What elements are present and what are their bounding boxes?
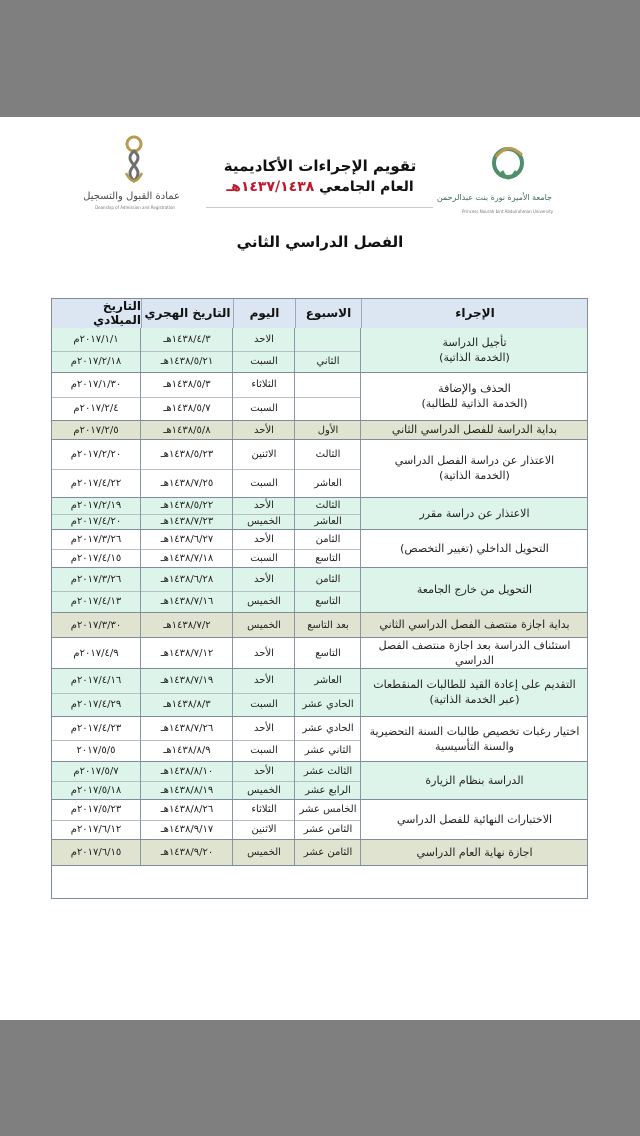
hijri-cell: ١٤٣٨/٤/٣هـ [163,333,211,345]
hijri-cell: ١٤٣٨/٨/٣هـ [163,699,211,711]
gregorian-cell: ٢٠١٧/٢/٢٠م [70,448,122,460]
hijri-cell: ١٤٣٨/٦/٢٨هـ [160,573,214,585]
day-cell: الخميس [247,596,281,607]
day-cell: السبت [250,477,278,489]
university-logo [436,137,554,217]
column-divider [360,638,361,668]
week-cell [295,373,361,397]
gregorian-cell: ٢٠١٧/٥/١٨م [70,784,122,796]
hijri-cell: ١٤٣٨/٧/١٨هـ [160,552,214,564]
gregorian-cell: ٢٠١٧/٤/١٦م [70,675,122,687]
week-cell: التاسع [315,596,341,607]
gregorian-cell: ٢٠١٧/٣/٣٠م [70,619,122,631]
hijri-cell: ١٤٣٨/٥/٢١هـ [160,356,214,367]
sub-row-divider [51,781,361,782]
column-divider [360,498,361,529]
column-divider [140,638,141,668]
column-divider [294,568,295,612]
week-cell: العاشر [314,675,342,687]
column-divider [294,840,295,865]
header-day: اليوم [233,298,295,328]
header-week: الاسبوع [295,298,361,328]
academic-year [170,179,470,195]
week-cell: الخامس عشر [299,804,357,816]
deanship-logo-subtext: Deanship of Admission and Registration [95,205,175,210]
column-divider [232,613,233,637]
column-divider [232,373,233,420]
hijri-cell: ١٤٣٨/٧/١٦هـ [160,596,214,607]
hijri-cell: ١٤٣٨/٦/٢٧هـ [160,533,214,545]
procedure-cell: التقديم على إعادة القيد للطالبات المنقطعات (عبر الخدمة الذاتية) [373,678,576,706]
week-cell: الثالث [315,448,341,460]
week-cell: بعد التاسع [307,619,349,631]
table-row [51,840,588,866]
gregorian-cell: ٢٠١٧/٣/٢٦م [70,573,122,585]
day-cell: الأحد [254,500,274,512]
column-divider [360,530,361,567]
day-cell: الخميس [247,619,281,631]
hijri-cell: ١٤٣٨/٨/١٠هـ [160,765,214,777]
column-divider [294,421,295,439]
university-logo-text: جامعة الأميرة نورة بنت عبدالرحمن [436,193,552,202]
day-cell: الأحد [254,424,274,436]
column-divider [140,498,141,529]
column-divider [360,762,361,799]
day-cell: السبت [250,699,278,711]
hijri-cell: ١٤٣٨/٨/١٩هـ [160,784,214,796]
column-divider [140,717,141,761]
gregorian-cell: ٢٠١٧/٥/٢٣م [70,804,122,816]
week-cell: التاسع [315,552,341,564]
procedure-cell: اختيار رغبات تخصيص طالبات السنة التحضيرية والسنة التأسيسية [369,724,580,753]
hijri-cell: ١٤٣٨/٧/١٩هـ [160,675,214,687]
column-divider [232,530,233,567]
column-divider [232,440,233,497]
hijri-cell: ١٤٣٨/٥/٨هـ [163,424,211,436]
day-cell: الأحد [254,533,274,545]
hijri-cell: ١٤٣٨/٧/٢هـ [163,619,211,631]
column-divider [140,373,141,420]
day-cell: الاحد [254,333,274,345]
header-divider [206,207,433,208]
column-divider [360,421,361,439]
column-divider [140,421,141,439]
sub-row-divider [51,820,361,821]
column-divider [232,421,233,439]
week-cell [295,328,361,351]
table-row [51,421,588,440]
column-divider [360,328,361,372]
gregorian-cell: ٢٠١٧/٤/٢٢م [70,477,122,489]
day-cell: الأحد [254,647,274,659]
schedule-table [51,298,588,899]
column-divider [140,669,141,716]
procedure-cell: الاعتذار عن دراسة مقرر [419,506,530,520]
column-divider [232,669,233,716]
hijri-cell: ١٤٣٨/٥/٢٢هـ [160,500,214,512]
column-divider [140,613,141,637]
day-cell: الثلاثاء [251,804,277,816]
gregorian-cell: ٢٠١٧/٤/٩م [73,647,119,659]
gregorian-cell: ٢٠١٧/١/٣٠م [70,379,122,391]
column-divider [232,800,233,839]
column-divider [140,762,141,799]
week-cell: الثامن [315,573,341,585]
gregorian-cell: ٢٠١٧/٤/١٣م [70,596,122,607]
week-cell: الثامن عشر [303,824,353,836]
column-divider [232,840,233,865]
gregorian-cell: ٢٠١٧/٤/١٥م [70,552,122,564]
column-divider [232,568,233,612]
gregorian-cell: ٢٠١٧/٤/٢٠م [70,516,122,528]
procedure-cell: الدراسة بنظام الزيارة [425,773,524,787]
table-row [51,498,588,530]
procedure-cell: الاعتذار عن دراسة الفصل الدراسي (الخدمة الذاتية) [394,454,555,482]
column-divider [294,373,295,420]
day-cell: الأحد [254,675,274,687]
hijri-cell: ١٤٣٨/٨/٢٦هـ [160,804,214,816]
hijri-cell: ١٤٣٨/٥/٢٣هـ [160,448,214,460]
table-row [51,800,588,840]
week-cell: الثالث عشر [303,765,353,777]
day-cell: الخميس [247,847,281,859]
sub-row-divider [51,549,361,550]
week-cell: الثاني [316,356,340,367]
table-row [51,328,588,373]
column-divider [294,328,295,372]
sub-row-divider [51,740,361,741]
column-divider [140,440,141,497]
procedure-cell: استئناف الدراسة بعد اجازة منتصف الفصل الدراسي [378,638,571,667]
academic-year-label: العام الجامعي [319,179,414,195]
column-divider [360,440,361,497]
gregorian-cell: ٢٠١٧/٣/٢٦م [70,533,122,545]
column-divider [232,328,233,372]
hijri-cell: ١٤٣٨/٧/١٢هـ [160,647,214,659]
procedure-cell: اجازة نهاية العام الدراسي [416,845,533,859]
column-divider [360,568,361,612]
column-divider [232,638,233,668]
gregorian-cell: ٢٠١٧/٥/٥ [76,745,116,756]
week-cell: الثامن عشر [303,847,353,859]
hijri-cell: ١٤٣٨/٧/٢٥هـ [160,477,214,489]
university-logo-icon [462,137,552,195]
column-divider [140,530,141,567]
day-cell: الأحد [254,573,274,585]
day-cell: الأحد [254,765,274,777]
hijri-cell: ١٤٣٨/٥/٧هـ [163,403,211,415]
column-divider [360,613,361,637]
table-row [51,440,588,498]
day-cell: الاثنين [251,448,277,460]
procedure-cell: بداية اجازة منتصف الفصل الدراسي الثاني [379,618,570,632]
header-gregorian: التاريخ الميلادي [51,298,141,328]
sub-row-divider [51,351,361,352]
column-divider [294,530,295,567]
table-row [51,638,588,669]
week-cell: الرابع عشر [305,784,351,796]
procedure-cell: التحويل من خارج الجامعة [416,583,533,597]
calendar-title: تقويم الإجراءات الأكاديمية [223,157,417,175]
week-cell: العاشر [314,516,342,528]
gregorian-cell: ٢٠١٧/٢/١٨م [70,356,122,367]
sub-row-divider [51,514,361,515]
gregorian-cell: ٢٠١٧/٦/١٢م [70,824,122,836]
gregorian-cell: ٢٠١٧/٢/٥م [73,424,119,436]
day-cell: الأحد [254,722,274,734]
week-cell [295,397,361,421]
procedure-cell: تأجيل الدراسة (الخدمة الذاتية) [439,335,510,364]
hijri-cell: ١٤٣٨/٥/٣هـ [163,379,211,391]
gregorian-cell: ٢٠١٧/٤/٢٩م [70,699,122,711]
week-cell: التاسع [315,647,341,659]
hijri-cell: ١٤٣٨/٧/٢٣هـ [160,516,214,528]
column-divider [294,440,295,497]
sub-row-divider [51,693,361,694]
week-cell: الثالث [315,500,341,512]
column-divider [294,498,295,529]
table-row [51,530,588,568]
column-divider [140,840,141,865]
day-cell: السبت [250,356,278,367]
semester-title: الفصل الدراسي الثاني [236,233,404,251]
procedure-cell: الحذف والإضافة (الخدمة الذاتية للطالبة) [421,382,528,410]
column-divider [360,717,361,761]
day-cell: الخميس [247,516,281,528]
column-divider [140,328,141,372]
column-divider [294,762,295,799]
column-divider [140,568,141,612]
table-row [51,762,588,800]
column-divider [360,840,361,865]
header-procedure: الإجراء [361,298,588,328]
hijri-cell: ١٤٣٨/٩/٢٠هـ [160,847,214,859]
day-cell: السبت [250,403,278,415]
gregorian-cell: ٢٠١٧/٤/٢٣م [70,722,122,734]
procedure-cell: الاختبارات النهائية للفصل الدراسي [396,812,553,826]
column-divider [360,373,361,420]
week-cell: الثاني عشر [304,745,352,756]
column-divider [294,613,295,637]
column-divider [360,800,361,839]
column-divider [360,669,361,716]
column-divider [294,800,295,839]
gregorian-cell: ٢٠١٧/١/١م [73,333,119,345]
week-cell: الأول [317,424,339,436]
deanship-logo [83,133,180,213]
hijri-cell: ١٤٣٨/٩/١٧هـ [160,824,214,836]
week-cell: الحادي عشر [302,699,354,711]
gregorian-cell: ٢٠١٧/٢/١٩م [70,500,122,512]
day-cell: الاثنين [251,824,277,836]
university-logo-subtext: Princess Nourah bint Abdulrahman University [462,209,554,214]
table-row [51,613,588,638]
academic-year-value: ١٤٣٧/١٤٣٨هـ [226,179,315,195]
table-row [51,717,588,762]
column-divider [294,638,295,668]
column-divider [232,717,233,761]
week-cell: العاشر [314,477,342,489]
hijri-cell: ١٤٣٨/٨/٩هـ [163,745,211,756]
sub-row-divider [51,591,361,592]
day-cell: السبت [250,552,278,564]
gregorian-cell: ٢٠١٧/٥/٧م [73,765,119,777]
gregorian-cell: ٢٠١٧/٦/١٥م [70,847,122,859]
hijri-cell: ١٤٣٨/٧/٢٦هـ [160,722,214,734]
procedure-cell: التحويل الداخلي (تغيير التخصص) [400,541,549,555]
deanship-logo-icon [90,133,180,191]
day-cell: الخميس [247,784,281,796]
table-row [51,669,588,717]
sub-row-divider [51,469,361,470]
column-divider [232,762,233,799]
deanship-logo-text: عمادة القبول والتسجيل [83,191,180,202]
week-cell: الحادي عشر [302,722,354,734]
procedure-cell: بداية الدراسة للفصل الدراسي الثاني [391,423,558,437]
week-cell: الثامن [315,533,341,545]
column-divider [294,717,295,761]
column-divider [294,669,295,716]
day-cell: السبت [250,745,278,756]
table-row [51,373,588,421]
column-divider [232,498,233,529]
table-row [51,568,588,613]
sub-row-divider [51,397,361,398]
column-divider [140,800,141,839]
gregorian-cell: ٢٠١٧/٢/٤م [73,403,119,415]
day-cell: الثلاثاء [251,379,277,391]
header-hijri: التاريخ الهجري [141,298,233,328]
